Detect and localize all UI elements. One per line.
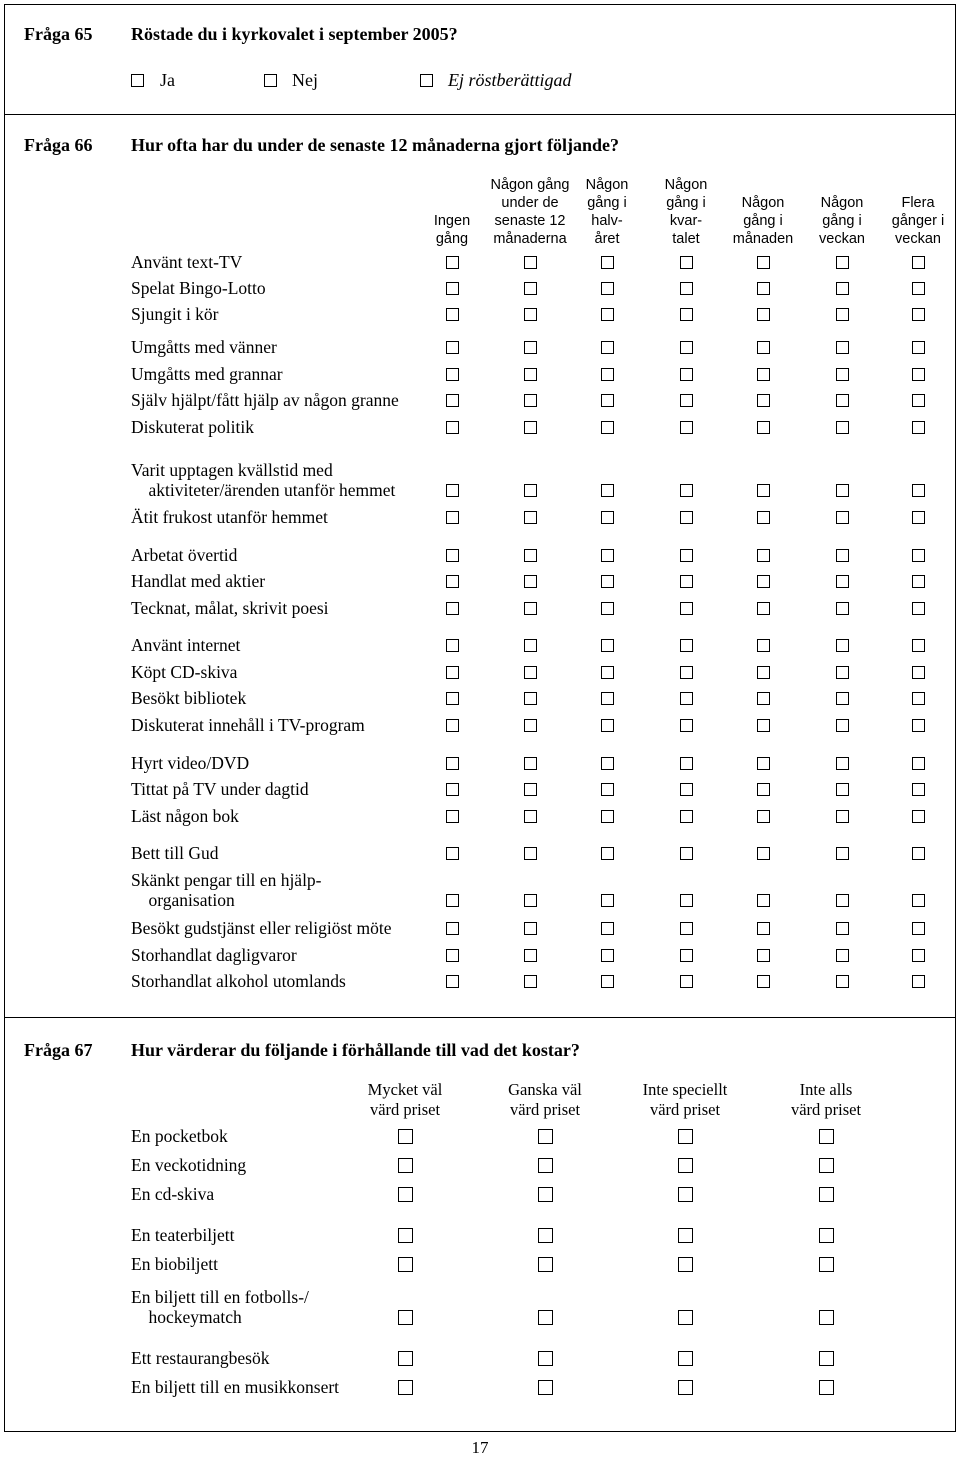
q66-answer-checkbox[interactable] bbox=[680, 719, 693, 732]
q66-answer-checkbox[interactable] bbox=[680, 308, 693, 321]
q66-answer-checkbox[interactable] bbox=[524, 341, 537, 354]
q66-answer-checkbox[interactable] bbox=[601, 511, 614, 524]
q66-answer-checkbox[interactable] bbox=[836, 368, 849, 381]
q66-answer-checkbox[interactable] bbox=[912, 949, 925, 962]
q66-answer-checkbox[interactable] bbox=[912, 549, 925, 562]
q66-answer-checkbox[interactable] bbox=[836, 341, 849, 354]
q66-answer-checkbox[interactable] bbox=[757, 256, 770, 269]
q66-answer-checkbox[interactable] bbox=[836, 282, 849, 295]
q66-answer-checkbox[interactable] bbox=[446, 810, 459, 823]
q66-answer-checkbox[interactable] bbox=[680, 894, 693, 907]
q66-column-header: Någon gång under de senaste 12 månaderna bbox=[490, 177, 570, 247]
q66-answer-checkbox[interactable] bbox=[912, 783, 925, 796]
q67-column-header: Mycket väl värd priset bbox=[367, 1080, 443, 1119]
q66-answer-checkbox[interactable] bbox=[446, 282, 459, 295]
q66-answer-checkbox[interactable] bbox=[524, 639, 537, 652]
q65-option-checkbox-ja[interactable] bbox=[131, 74, 144, 87]
q66-answer-checkbox[interactable] bbox=[446, 692, 459, 705]
q67-answer-checkbox[interactable] bbox=[538, 1187, 553, 1202]
q66-answer-checkbox[interactable] bbox=[601, 639, 614, 652]
q66-answer-checkbox[interactable] bbox=[757, 282, 770, 295]
q66-row-label: Diskuterat innehåll i TV-program bbox=[131, 715, 365, 735]
q67-answer-checkbox[interactable] bbox=[819, 1129, 834, 1144]
q66-answer-checkbox[interactable] bbox=[446, 575, 459, 588]
q66-answer-checkbox[interactable] bbox=[524, 602, 537, 615]
q66-answer-checkbox[interactable] bbox=[680, 810, 693, 823]
q66-row-label: Använt internet bbox=[131, 635, 241, 655]
q67-answer-checkbox[interactable] bbox=[678, 1158, 693, 1173]
q66-row-label: Storhandlat alkohol utomlands bbox=[131, 971, 346, 991]
q66-answer-checkbox[interactable] bbox=[446, 666, 459, 679]
q66-column-header: Flera gånger i veckan bbox=[891, 195, 945, 247]
q67-question: Hur värderar du följande i förhållande till vad det kostar? bbox=[131, 1040, 580, 1060]
q66-row-label: Tecknat, målat, skrivit poesi bbox=[131, 598, 329, 618]
q65-number: Fråga 65 bbox=[24, 24, 93, 44]
q66-answer-checkbox[interactable] bbox=[680, 368, 693, 381]
q65-option-checkbox-ej[interactable] bbox=[420, 74, 433, 87]
q66-answer-checkbox[interactable] bbox=[912, 639, 925, 652]
q66-answer-checkbox[interactable] bbox=[524, 692, 537, 705]
q66-answer-checkbox[interactable] bbox=[524, 256, 537, 269]
q66-answer-checkbox[interactable] bbox=[446, 894, 459, 907]
q67-answer-checkbox[interactable] bbox=[819, 1310, 834, 1325]
q66-answer-checkbox[interactable] bbox=[601, 421, 614, 434]
q66-answer-checkbox[interactable] bbox=[601, 549, 614, 562]
q67-answer-checkbox[interactable] bbox=[398, 1310, 413, 1325]
q66-answer-checkbox[interactable] bbox=[757, 847, 770, 860]
q66-answer-checkbox[interactable] bbox=[446, 549, 459, 562]
q67-answer-checkbox[interactable] bbox=[538, 1380, 553, 1395]
q66-answer-checkbox[interactable] bbox=[601, 341, 614, 354]
q66-answer-checkbox[interactable] bbox=[680, 282, 693, 295]
q66-answer-checkbox[interactable] bbox=[680, 549, 693, 562]
q66-answer-checkbox[interactable] bbox=[757, 949, 770, 962]
q66-row-label: Sjungit i kör bbox=[131, 304, 219, 324]
q66-answer-checkbox[interactable] bbox=[836, 783, 849, 796]
q66-answer-checkbox[interactable] bbox=[912, 511, 925, 524]
q66-answer-checkbox[interactable] bbox=[524, 308, 537, 321]
q66-answer-checkbox[interactable] bbox=[680, 484, 693, 497]
q66-answer-checkbox[interactable] bbox=[836, 484, 849, 497]
q66-answer-checkbox[interactable] bbox=[757, 421, 770, 434]
q67-answer-checkbox[interactable] bbox=[678, 1228, 693, 1243]
q66-row-label: Själv hjälpt/fått hjälp av någon granne bbox=[131, 390, 399, 410]
q66-answer-checkbox[interactable] bbox=[680, 757, 693, 770]
q66-answer-checkbox[interactable] bbox=[836, 549, 849, 562]
q67-answer-checkbox[interactable] bbox=[819, 1158, 834, 1173]
q67-column-header: Inte speciellt värd priset bbox=[642, 1080, 728, 1119]
q66-row-label: Diskuterat politik bbox=[131, 417, 254, 437]
q66-answer-checkbox[interactable] bbox=[912, 368, 925, 381]
q66-answer-checkbox[interactable] bbox=[757, 666, 770, 679]
q66-question: Hur ofta har du under de senaste 12 månaderna gjort följande? bbox=[131, 135, 620, 155]
q66-answer-checkbox[interactable] bbox=[601, 394, 614, 407]
q66-answer-checkbox[interactable] bbox=[680, 575, 693, 588]
q66-answer-checkbox[interactable] bbox=[446, 308, 459, 321]
q66-answer-checkbox[interactable] bbox=[757, 511, 770, 524]
q66-answer-checkbox[interactable] bbox=[524, 282, 537, 295]
q66-number: Fråga 66 bbox=[24, 135, 93, 155]
q66-answer-checkbox[interactable] bbox=[757, 810, 770, 823]
q66-row-label: Tittat på TV under dagtid bbox=[131, 779, 309, 799]
q66-row-label: Besökt bibliotek bbox=[131, 688, 247, 708]
q66-answer-checkbox[interactable] bbox=[757, 341, 770, 354]
q66-answer-checkbox[interactable] bbox=[601, 602, 614, 615]
q66-answer-checkbox[interactable] bbox=[836, 421, 849, 434]
q66-row-label: Handlat med aktier bbox=[131, 571, 266, 591]
q66-answer-checkbox[interactable] bbox=[912, 256, 925, 269]
q66-answer-checkbox[interactable] bbox=[912, 666, 925, 679]
q66-answer-checkbox[interactable] bbox=[524, 484, 537, 497]
q66-answer-checkbox[interactable] bbox=[836, 639, 849, 652]
q66-row-label: Storhandlat dagligvaror bbox=[131, 945, 297, 965]
q66-answer-checkbox[interactable] bbox=[680, 602, 693, 615]
q66-answer-checkbox[interactable] bbox=[836, 692, 849, 705]
q66-answer-checkbox[interactable] bbox=[601, 783, 614, 796]
q66-answer-checkbox[interactable] bbox=[601, 484, 614, 497]
q65-option-checkbox-nej[interactable] bbox=[264, 74, 277, 87]
q66-answer-checkbox[interactable] bbox=[524, 719, 537, 732]
q66-answer-checkbox[interactable] bbox=[601, 922, 614, 935]
q66-answer-checkbox[interactable] bbox=[912, 847, 925, 860]
q67-row-label: En teaterbiljett bbox=[131, 1225, 235, 1245]
q66-answer-checkbox[interactable] bbox=[912, 719, 925, 732]
q67-answer-checkbox[interactable] bbox=[678, 1351, 693, 1366]
q66-answer-checkbox[interactable] bbox=[836, 949, 849, 962]
q66-row-label: Umgåtts med vänner bbox=[131, 337, 277, 357]
q65-option-label-ej: Ej röstberättigad bbox=[448, 70, 572, 90]
q66-answer-checkbox[interactable] bbox=[601, 894, 614, 907]
q66-answer-checkbox[interactable] bbox=[601, 719, 614, 732]
q66-answer-checkbox[interactable] bbox=[912, 308, 925, 321]
q67-answer-checkbox[interactable] bbox=[678, 1380, 693, 1395]
q66-answer-checkbox[interactable] bbox=[446, 975, 459, 988]
q66-answer-checkbox[interactable] bbox=[446, 639, 459, 652]
q66-answer-checkbox[interactable] bbox=[757, 757, 770, 770]
q66-answer-checkbox[interactable] bbox=[680, 692, 693, 705]
q66-answer-checkbox[interactable] bbox=[836, 847, 849, 860]
q66-answer-checkbox[interactable] bbox=[680, 949, 693, 962]
q66-answer-checkbox[interactable] bbox=[524, 666, 537, 679]
q66-answer-checkbox[interactable] bbox=[680, 394, 693, 407]
q66-row-label: Arbetat övertid bbox=[131, 545, 238, 565]
divider bbox=[5, 1017, 955, 1018]
q66-answer-checkbox[interactable] bbox=[446, 394, 459, 407]
q66-answer-checkbox[interactable] bbox=[601, 308, 614, 321]
q67-answer-checkbox[interactable] bbox=[398, 1187, 413, 1202]
q66-answer-checkbox[interactable] bbox=[757, 549, 770, 562]
q67-answer-checkbox[interactable] bbox=[678, 1187, 693, 1202]
q65-option-label-nej: Nej bbox=[292, 70, 318, 90]
q66-answer-checkbox[interactable] bbox=[757, 719, 770, 732]
q66-answer-checkbox[interactable] bbox=[446, 421, 459, 434]
q66-answer-checkbox[interactable] bbox=[912, 394, 925, 407]
q66-column-header: Ingen gång bbox=[433, 213, 471, 247]
q67-answer-checkbox[interactable] bbox=[819, 1228, 834, 1243]
q66-row-label: Besökt gudstjänst eller religiöst möte bbox=[131, 918, 392, 938]
q67-answer-checkbox[interactable] bbox=[398, 1257, 413, 1272]
q66-answer-checkbox[interactable] bbox=[757, 394, 770, 407]
q66-answer-checkbox[interactable] bbox=[836, 666, 849, 679]
q66-answer-checkbox[interactable] bbox=[680, 783, 693, 796]
q66-answer-checkbox[interactable] bbox=[446, 847, 459, 860]
q66-answer-checkbox[interactable] bbox=[912, 341, 925, 354]
q66-answer-checkbox[interactable] bbox=[446, 783, 459, 796]
q66-answer-checkbox[interactable] bbox=[757, 894, 770, 907]
q67-number: Fråga 67 bbox=[24, 1040, 93, 1060]
divider bbox=[5, 114, 955, 115]
q66-answer-checkbox[interactable] bbox=[680, 922, 693, 935]
q66-answer-checkbox[interactable] bbox=[757, 922, 770, 935]
q66-answer-checkbox[interactable] bbox=[601, 949, 614, 962]
q66-answer-checkbox[interactable] bbox=[680, 975, 693, 988]
q66-answer-checkbox[interactable] bbox=[836, 810, 849, 823]
q66-answer-checkbox[interactable] bbox=[446, 602, 459, 615]
q66-answer-checkbox[interactable] bbox=[446, 256, 459, 269]
q67-row-label: En biljett till en musikkonsert bbox=[131, 1377, 340, 1397]
q66-answer-checkbox[interactable] bbox=[524, 549, 537, 562]
q66-answer-checkbox[interactable] bbox=[601, 757, 614, 770]
q66-row-label: Hyrt video/DVD bbox=[131, 753, 250, 773]
q66-answer-checkbox[interactable] bbox=[836, 256, 849, 269]
q67-answer-checkbox[interactable] bbox=[538, 1257, 553, 1272]
q66-answer-checkbox[interactable] bbox=[524, 421, 537, 434]
q66-answer-checkbox[interactable] bbox=[601, 368, 614, 381]
q66-row-label: Ätit frukost utanför hemmet bbox=[131, 507, 328, 527]
q66-answer-checkbox[interactable] bbox=[836, 894, 849, 907]
q66-answer-checkbox[interactable] bbox=[601, 575, 614, 588]
q66-answer-checkbox[interactable] bbox=[912, 975, 925, 988]
q66-row-label: Använt text-TV bbox=[131, 252, 243, 272]
q66-answer-checkbox[interactable] bbox=[757, 975, 770, 988]
q66-answer-checkbox[interactable] bbox=[912, 922, 925, 935]
q67-row-label: En cd-skiva bbox=[131, 1184, 215, 1204]
q66-answer-checkbox[interactable] bbox=[524, 949, 537, 962]
q66-answer-checkbox[interactable] bbox=[601, 810, 614, 823]
q67-row-label: En biljett till en fotbolls-/ hockeymatch bbox=[131, 1287, 309, 1327]
q65-question: Röstade du i kyrkovalet i september 2005? bbox=[131, 24, 458, 44]
q66-answer-checkbox[interactable] bbox=[446, 511, 459, 524]
q66-answer-checkbox[interactable] bbox=[836, 975, 849, 988]
q66-answer-checkbox[interactable] bbox=[912, 421, 925, 434]
q66-answer-checkbox[interactable] bbox=[680, 256, 693, 269]
q67-row-label: En veckotidning bbox=[131, 1155, 247, 1175]
q67-answer-checkbox[interactable] bbox=[819, 1257, 834, 1272]
q65-option-label-ja: Ja bbox=[160, 70, 175, 90]
q66-answer-checkbox[interactable] bbox=[757, 783, 770, 796]
q66-column-header: Någon gång i veckan bbox=[819, 195, 865, 247]
q66-answer-checkbox[interactable] bbox=[757, 692, 770, 705]
q66-answer-checkbox[interactable] bbox=[836, 719, 849, 732]
q66-answer-checkbox[interactable] bbox=[601, 256, 614, 269]
q67-column-header: Inte alls värd priset bbox=[790, 1080, 862, 1119]
q67-answer-checkbox[interactable] bbox=[398, 1351, 413, 1366]
q66-row-label: Köpt CD-skiva bbox=[131, 662, 238, 682]
q66-answer-checkbox[interactable] bbox=[524, 894, 537, 907]
q66-column-header: Någon gång i halv- året bbox=[585, 177, 629, 247]
q67-column-header: Ganska väl värd priset bbox=[508, 1080, 582, 1119]
q66-answer-checkbox[interactable] bbox=[836, 575, 849, 588]
q66-answer-checkbox[interactable] bbox=[601, 692, 614, 705]
q66-answer-checkbox[interactable] bbox=[912, 757, 925, 770]
q66-answer-checkbox[interactable] bbox=[757, 308, 770, 321]
q66-row-label: Läst någon bok bbox=[131, 806, 239, 826]
q66-row-label: Varit upptagen kvällstid med aktiviteter/ärenden utanför hemmet bbox=[131, 460, 396, 500]
q66-answer-checkbox[interactable] bbox=[757, 575, 770, 588]
q67-answer-checkbox[interactable] bbox=[819, 1380, 834, 1395]
q67-answer-checkbox[interactable] bbox=[819, 1187, 834, 1202]
q66-answer-checkbox[interactable] bbox=[680, 341, 693, 354]
q66-answer-checkbox[interactable] bbox=[524, 922, 537, 935]
q67-answer-checkbox[interactable] bbox=[819, 1351, 834, 1366]
q66-answer-checkbox[interactable] bbox=[446, 922, 459, 935]
q67-row-label: En pocketbok bbox=[131, 1126, 228, 1146]
q66-answer-checkbox[interactable] bbox=[446, 484, 459, 497]
q66-answer-checkbox[interactable] bbox=[836, 922, 849, 935]
q66-answer-checkbox[interactable] bbox=[601, 847, 614, 860]
q67-answer-checkbox[interactable] bbox=[678, 1310, 693, 1325]
q67-answer-checkbox[interactable] bbox=[678, 1257, 693, 1272]
q67-answer-checkbox[interactable] bbox=[398, 1228, 413, 1243]
q66-column-header: Någon gång i månaden bbox=[732, 195, 794, 247]
page-number: 17 bbox=[471, 1438, 489, 1457]
q66-answer-checkbox[interactable] bbox=[524, 575, 537, 588]
q66-answer-checkbox[interactable] bbox=[524, 810, 537, 823]
q66-answer-checkbox[interactable] bbox=[446, 719, 459, 732]
q66-answer-checkbox[interactable] bbox=[446, 949, 459, 962]
q66-answer-checkbox[interactable] bbox=[680, 847, 693, 860]
q66-answer-checkbox[interactable] bbox=[680, 666, 693, 679]
q66-answer-checkbox[interactable] bbox=[524, 757, 537, 770]
q66-answer-checkbox[interactable] bbox=[524, 368, 537, 381]
q66-answer-checkbox[interactable] bbox=[601, 666, 614, 679]
q66-answer-checkbox[interactable] bbox=[757, 484, 770, 497]
q67-row-label: En biobiljett bbox=[131, 1254, 219, 1274]
q66-answer-checkbox[interactable] bbox=[601, 282, 614, 295]
q66-answer-checkbox[interactable] bbox=[524, 783, 537, 796]
q67-answer-checkbox[interactable] bbox=[678, 1129, 693, 1144]
q66-answer-checkbox[interactable] bbox=[757, 639, 770, 652]
q67-answer-checkbox[interactable] bbox=[538, 1351, 553, 1366]
q66-answer-checkbox[interactable] bbox=[757, 602, 770, 615]
q66-row-label: Spelat Bingo-Lotto bbox=[131, 278, 266, 298]
q67-answer-checkbox[interactable] bbox=[538, 1310, 553, 1325]
q66-answer-checkbox[interactable] bbox=[912, 575, 925, 588]
q66-row-label: Skänkt pengar till en hjälp- organisation bbox=[131, 870, 322, 910]
q67-row-label: Ett restaurangbesök bbox=[131, 1348, 270, 1368]
q66-answer-checkbox[interactable] bbox=[836, 394, 849, 407]
q67-answer-checkbox[interactable] bbox=[538, 1228, 553, 1243]
q66-answer-checkbox[interactable] bbox=[912, 810, 925, 823]
q66-answer-checkbox[interactable] bbox=[446, 368, 459, 381]
q66-answer-checkbox[interactable] bbox=[601, 975, 614, 988]
q66-row-label: Bett till Gud bbox=[131, 843, 219, 863]
q66-answer-checkbox[interactable] bbox=[446, 341, 459, 354]
q66-answer-checkbox[interactable] bbox=[524, 394, 537, 407]
q67-answer-checkbox[interactable] bbox=[398, 1380, 413, 1395]
q66-answer-checkbox[interactable] bbox=[836, 757, 849, 770]
q66-answer-checkbox[interactable] bbox=[836, 308, 849, 321]
q67-answer-checkbox[interactable] bbox=[538, 1129, 553, 1144]
q67-answer-checkbox[interactable] bbox=[398, 1129, 413, 1144]
q66-answer-checkbox[interactable] bbox=[680, 511, 693, 524]
q66-answer-checkbox[interactable] bbox=[912, 894, 925, 907]
q66-answer-checkbox[interactable] bbox=[446, 757, 459, 770]
q67-answer-checkbox[interactable] bbox=[538, 1158, 553, 1173]
q66-answer-checkbox[interactable] bbox=[912, 602, 925, 615]
q66-answer-checkbox[interactable] bbox=[524, 511, 537, 524]
q66-answer-checkbox[interactable] bbox=[836, 602, 849, 615]
q66-answer-checkbox[interactable] bbox=[524, 975, 537, 988]
q66-answer-checkbox[interactable] bbox=[680, 421, 693, 434]
q66-answer-checkbox[interactable] bbox=[680, 639, 693, 652]
q66-answer-checkbox[interactable] bbox=[912, 692, 925, 705]
q67-answer-checkbox[interactable] bbox=[398, 1158, 413, 1173]
q66-row-label: Umgåtts med grannar bbox=[131, 364, 283, 384]
q66-answer-checkbox[interactable] bbox=[757, 368, 770, 381]
q66-answer-checkbox[interactable] bbox=[524, 847, 537, 860]
q66-column-header: Någon gång i kvar- talet bbox=[664, 177, 708, 247]
q66-answer-checkbox[interactable] bbox=[836, 511, 849, 524]
q66-answer-checkbox[interactable] bbox=[912, 484, 925, 497]
q66-answer-checkbox[interactable] bbox=[912, 282, 925, 295]
